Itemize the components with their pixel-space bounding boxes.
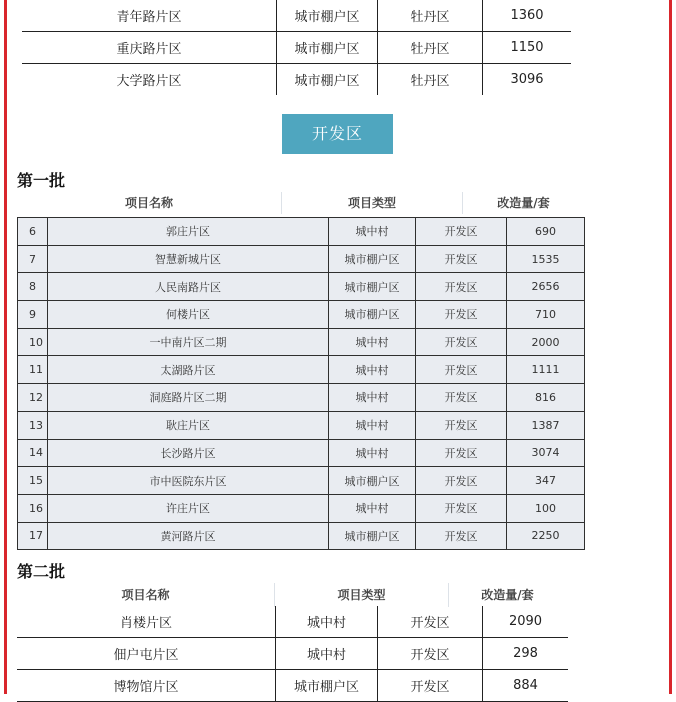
district-cell: 开发区 [416, 467, 507, 495]
count-cell: 100 [507, 494, 585, 522]
project-type-cell: 城市棚户区 [329, 522, 416, 550]
table-row [17, 606, 568, 638]
row-number-cell: 12 [18, 384, 48, 412]
project-name-cell: 重庆路片区 [22, 32, 277, 64]
district-cell: 牡丹区 [378, 0, 483, 32]
district-cell: 开发区 [416, 356, 507, 384]
project-name-cell: 黄河路片区 [48, 522, 329, 550]
table-row [18, 301, 585, 329]
count-cell: 2000 [507, 328, 585, 356]
table-row [17, 638, 568, 670]
district-cell: 开发区 [378, 638, 483, 670]
district-cell: 开发区 [378, 606, 483, 638]
header-count: 改造量/套 [481, 588, 534, 602]
header-project-name: 项目名称 [121, 588, 170, 602]
table-row [22, 0, 571, 32]
project-name-cell: 青年路片区 [22, 0, 277, 32]
project-type-cell: 城中村 [329, 411, 416, 439]
table-row [18, 218, 585, 246]
project-type-cell: 城市棚户区 [329, 467, 416, 495]
project-type-cell: 城中村 [276, 638, 378, 670]
table-row [17, 670, 568, 702]
count-cell: 3096 [510, 72, 544, 87]
count-cell: 347 [507, 467, 585, 495]
count-cell: 1535 [507, 245, 585, 273]
row-number-cell: 9 [18, 301, 48, 329]
project-name-cell: 佃户屯片区 [17, 638, 276, 670]
table-row [18, 384, 585, 412]
count-cell: 884 [483, 670, 569, 702]
row-number-cell: 7 [18, 245, 48, 273]
count-cell: 2656 [507, 273, 585, 301]
project-type-cell: 城市棚户区 [329, 301, 416, 329]
count-cell: 1111 [507, 356, 585, 384]
count-cell: 298 [483, 638, 569, 670]
header-project-type: 项目类型 [337, 588, 386, 602]
count-cell: 710 [507, 301, 585, 329]
project-type-cell: 城市棚户区 [277, 0, 378, 32]
table-row [18, 273, 585, 301]
header-project-name: 项目名称 [124, 196, 173, 210]
batch-two-header [17, 583, 566, 607]
project-name-cell: 市中医院东片区 [48, 467, 329, 495]
project-name-cell: 长沙路片区 [48, 439, 329, 467]
district-cell: 牡丹区 [378, 64, 483, 96]
district-cell: 开发区 [416, 439, 507, 467]
project-name-cell: 郭庄片区 [48, 218, 329, 246]
table-row [18, 356, 585, 384]
district-cell: 开发区 [416, 384, 507, 412]
count-cell: 2090 [483, 606, 569, 638]
count-cell: 1387 [507, 411, 585, 439]
count-cell: 690 [507, 218, 585, 246]
district-cell: 开发区 [416, 411, 507, 439]
row-number-cell: 16 [18, 494, 48, 522]
project-type-cell: 城市棚户区 [277, 32, 378, 64]
project-name-cell: 太湖路片区 [48, 356, 329, 384]
table-row [18, 411, 585, 439]
project-name-cell: 何楼片区 [48, 301, 329, 329]
project-type-cell: 城中村 [329, 494, 416, 522]
project-type-cell: 城市棚户区 [329, 245, 416, 273]
row-number-cell: 13 [18, 411, 48, 439]
district-cell: 开发区 [416, 218, 507, 246]
project-type-cell: 城市棚户区 [276, 670, 378, 702]
project-type-cell: 城中村 [329, 356, 416, 384]
project-name-cell: 洞庭路片区二期 [48, 384, 329, 412]
left-border [4, 0, 7, 694]
project-name-cell: 人民南路片区 [48, 273, 329, 301]
project-name-cell: 肖楼片区 [17, 606, 276, 638]
row-number-cell: 15 [18, 467, 48, 495]
batch-two-table [17, 606, 568, 702]
project-name-cell: 大学路片区 [22, 64, 277, 96]
top-project-table [22, 0, 571, 95]
table-row [22, 64, 571, 96]
table-row [18, 245, 585, 273]
district-cell: 开发区 [416, 273, 507, 301]
header-project-type: 项目类型 [347, 196, 396, 210]
project-type-cell: 城中村 [329, 384, 416, 412]
section-label-development-zone: 开发区 [282, 114, 393, 154]
count-cell: 1150 [483, 32, 572, 64]
table-row [18, 467, 585, 495]
count-cell: 1360 [483, 0, 572, 32]
district-cell: 牡丹区 [378, 32, 483, 64]
district-cell: 开发区 [416, 301, 507, 329]
row-number-cell: 8 [18, 273, 48, 301]
project-name-cell: 许庄片区 [48, 494, 329, 522]
project-name-cell: 博物馆片区 [17, 670, 276, 702]
count-cell: 2250 [507, 522, 585, 550]
table-row [18, 328, 585, 356]
batch-one-title: 第一批 [17, 171, 66, 190]
project-name-cell: 智慧新城片区 [48, 245, 329, 273]
project-type-cell: 城中村 [329, 218, 416, 246]
project-type-cell: 城中村 [329, 328, 416, 356]
project-name-cell: 耿庄片区 [48, 411, 329, 439]
project-type-cell: 城市棚户区 [277, 64, 378, 96]
row-number-cell: 17 [18, 522, 48, 550]
right-border [669, 0, 672, 694]
batch-one-table [17, 217, 585, 550]
table-row [22, 32, 571, 64]
row-number-cell: 6 [18, 218, 48, 246]
row-number-cell: 11 [18, 356, 48, 384]
header-count: 改造量/套 [497, 196, 550, 210]
district-cell: 开发区 [416, 245, 507, 273]
table-row [18, 439, 585, 467]
district-cell: 开发区 [416, 328, 507, 356]
row-number-cell: 14 [18, 439, 48, 467]
table-row [18, 522, 585, 550]
project-name-cell: 一中南片区二期 [48, 328, 329, 356]
table-row [18, 494, 585, 522]
district-cell: 开发区 [416, 494, 507, 522]
batch-two-title: 第二批 [17, 562, 66, 581]
count-cell: 816 [507, 384, 585, 412]
project-type-cell: 城中村 [329, 439, 416, 467]
district-cell: 开发区 [416, 522, 507, 550]
row-number-cell: 10 [18, 328, 48, 356]
district-cell: 开发区 [378, 670, 483, 702]
count-cell: 3074 [507, 439, 585, 467]
project-type-cell: 城中村 [276, 606, 378, 638]
project-type-cell: 城市棚户区 [329, 273, 416, 301]
batch-one-header [17, 190, 584, 216]
